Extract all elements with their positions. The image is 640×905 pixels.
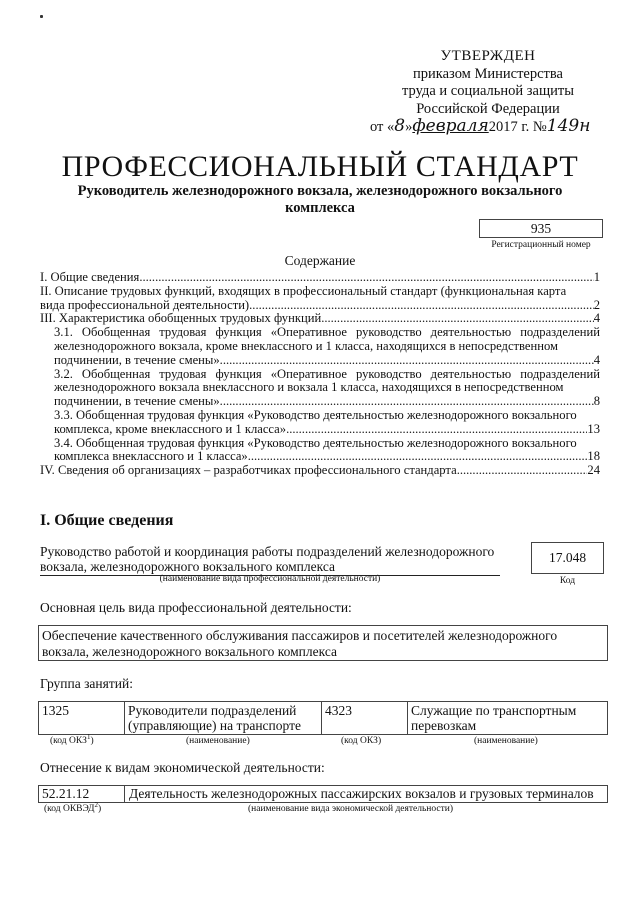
okved-row: [38, 785, 608, 803]
econ-activity-label: Отнесение к видам экономической деятельности:: [40, 760, 325, 775]
handwritten-month: февраля: [412, 116, 489, 136]
footnote-mark: 1: [86, 732, 91, 741]
goal-text-box: Обеспечение качественного обслуживания пассажиров и посетителей железнодорожного вокзала, железнодорожного вокзального комплекса: [38, 625, 608, 661]
toc-item-label: III. Характеристика обобщенных трудовых функций: [40, 311, 322, 326]
toc-item-label: IV. Сведения об организациях – разработчиках профессионального стандарта: [40, 463, 457, 478]
document-subtitle: [40, 183, 600, 217]
registration-number-box: 935: [479, 219, 603, 238]
okz-caption-text: (код ОКЗ: [50, 736, 87, 746]
toc-item: [40, 285, 600, 313]
toc-item-label: подчинении, в течение смены»: [54, 352, 220, 367]
group-label: Группа занятий:: [40, 676, 133, 691]
toc-item-page: 4: [593, 311, 600, 326]
toc-item-page: 2: [593, 297, 600, 312]
toc-item-label: I. Общие сведения: [40, 270, 140, 284]
footnote-mark: 2: [94, 800, 98, 809]
okved-code-cell: 52.21.12: [39, 786, 125, 802]
toc-item: [40, 437, 600, 465]
subtitle-line-1: Руководитель железнодорожного вокзала, железнодорожного вокзального: [77, 183, 563, 199]
toc-item-text: 3.2. Обобщенная трудовая функция «Оперативное руководство деятельностью подразделений железнодорожного вокзала внеклассного и вокзала 1 класса, находящихся в непосредственном: [54, 366, 600, 395]
toc-item: [40, 312, 600, 326]
date-prefix: от «: [370, 119, 395, 135]
toc-item-page: 8: [593, 394, 600, 409]
approval-line-3: Российской Федерации: [416, 100, 560, 117]
toc-item-label: вида профессиональной деятельности): [40, 297, 250, 312]
date-year: 2017 г. №: [488, 119, 547, 135]
occupation-group-table: [38, 701, 608, 735]
toc-item-text: II. Описание трудовых функций, входящих в профессиональный стандарт (функциональная карта: [40, 283, 567, 298]
goal-label: Основная цель вида профессиональной деятельности:: [40, 600, 352, 615]
section-title: I. Общие сведения: [40, 512, 174, 529]
okz-code-cell: 1325: [39, 702, 125, 735]
okved-name-cell: Деятельность железнодорожных пассажирских вокзалов и грузовых терминалов: [129, 786, 594, 801]
activity-code-caption: Код: [559, 576, 576, 586]
approval-line-2: труда и социальной защиты: [402, 83, 574, 99]
toc-item-text: 3.1. Обобщенная трудовая функция «Оперативное руководство деятельностью подразделений железнодорожного вокзала, кроме внеклассного и 1 класса, находящихся в непосредственном: [54, 325, 600, 353]
toc-item-page: 24: [587, 463, 600, 478]
okz-name-cell: Служащие по транспортным перевозкам: [408, 702, 608, 735]
table-of-contents: [40, 271, 600, 478]
approval-block: [368, 48, 608, 137]
toc-heading: Содержание: [284, 253, 356, 268]
toc-item-page: 13: [587, 421, 600, 436]
okved-caption-text: (код ОКВЭД: [44, 804, 95, 814]
okz-name-caption: (наименование): [186, 736, 250, 746]
table-row: [39, 702, 608, 735]
toc-item-text: 3.4. Обобщенная трудовая функция «Руководство деятельностью железнодорожного вокзального: [54, 435, 577, 450]
handwritten-day: 8: [394, 116, 406, 136]
date-mid: »: [405, 119, 413, 135]
okz-name-cell: Руководители подразделений (управляющие) на транспорте: [125, 702, 322, 735]
handwritten-order-number: 149н: [546, 116, 591, 136]
approval-date-line: [368, 118, 608, 137]
okved-code-caption: (код ОКВЭД$^2$): [44, 800, 102, 814]
registration-number-caption: Регистрационный номер: [491, 240, 591, 250]
toc-item: [40, 464, 600, 478]
toc-item: [40, 368, 600, 409]
scan-speck: [40, 15, 43, 18]
toc-item-text: 3.3. Обобщенная трудовая функция «Руководство деятельностью железнодорожного вокзального: [54, 407, 577, 422]
activity-code-box: 17.048: [531, 542, 604, 574]
toc-item: [40, 271, 600, 285]
okved-name-caption: (наименование вида экономической деятельности): [248, 804, 453, 814]
approval-line-1: приказом Министерства: [413, 65, 563, 82]
toc-item: [40, 409, 600, 437]
activity-name: Руководство работой и координация работы подразделений железнодорожного вокзала, железнодорожного вокзального комплекса: [40, 544, 500, 576]
okz-code-cell: 4323: [322, 702, 408, 735]
toc-item-page: 4: [593, 352, 600, 367]
toc-item-label: комплекса внеклассного и 1 класса»: [54, 449, 248, 464]
toc-item: [40, 326, 600, 367]
activity-caption: (наименование вида профессиональной деятельности): [159, 574, 381, 584]
toc-item-label: комплекса, кроме внеклассного и 1 класса»: [54, 421, 287, 436]
toc-item-page: 18: [587, 449, 600, 464]
toc-item-label: подчинении, в течение смены»: [54, 394, 220, 409]
okz-code-caption: (код ОКЗ$^1$): [50, 732, 94, 746]
approval-title: УТВЕРЖДЕН: [440, 48, 536, 64]
toc-item-page: 1: [593, 270, 600, 284]
okz-name-caption-2: (наименование): [474, 736, 538, 746]
okz-code-caption-2: (код ОКЗ): [341, 736, 382, 746]
subtitle-line-2: комплекса: [285, 200, 355, 216]
document-title: ПРОФЕССИОНАЛЬНЫЙ СТАНДАРТ: [61, 150, 579, 183]
